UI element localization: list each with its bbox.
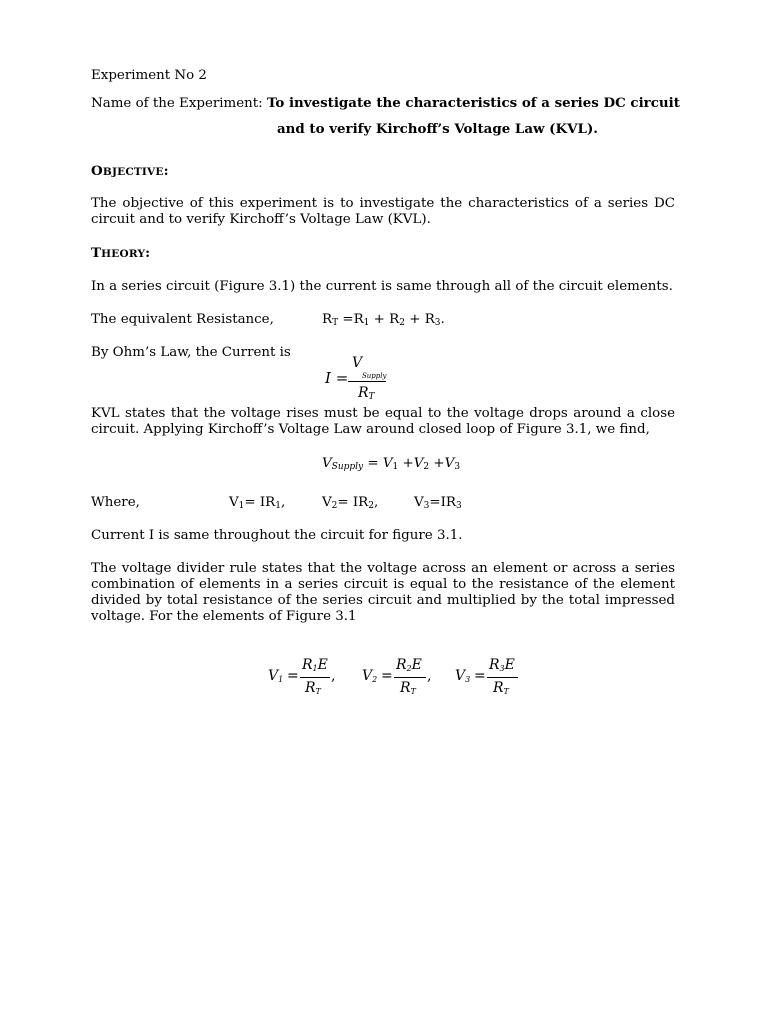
objective-heading: OBJECTIVE: <box>91 163 169 179</box>
experiment-name-label: Name of the Experiment: <box>91 96 267 111</box>
where-item-v2: $V_2= IR_2$, <box>322 495 379 511</box>
current-text: Current I is same throughout the circuit for figure 3.1. <box>91 528 463 543</box>
experiment-title-part1: To investigate the characteristics of a series DC circuit <box>266 95 680 111</box>
ohm-formula-denominator: $R_T$ <box>358 385 375 402</box>
objective-text: The objective of this experiment is to investigate the characteristics of a series DC circuit and to verify Kirchoff’s Voltage Law (KVL). <box>91 196 675 227</box>
ohms-law-label: By Ohm’s Law, the Current is <box>91 345 291 360</box>
series-circuit-text: In a series circuit (Figure 3.1) the current is same through all of the circuit elements. <box>91 279 673 294</box>
experiment-number: Experiment No 2 <box>91 68 207 83</box>
document-page: Experiment No 2 Name of the Experiment: To investigate the characteristics of a series DC circuit and to verify Kirchoff’s Voltage Law (KVL). OBJECTIVE: The objective of this experiment is to investigate the characteristics of a series DC circuit and to verify Kirchoff’s Voltage Law (KVL). THEORY: In a series circuit (Figure 3.1) the current is same through all of the circuit elements. The equivalent Resistance, $R_T =R_1 + R_2 + R_3$. By Ohm’s Law, the Current is I = V Supply $R_T$ KVL states that the voltage rises must be equal to the voltage drops around a close circuit. Applying Kirchoff’s Voltage Law around closed loop of Figure 3.1, we find, $V_{Supply} = V_1 +V_2 +V_3$ Where, $V_1= IR_1$, $V_2= IR_2$, $V_3=IR_3$ Current I is same throughout the circuit for figure 3.1. The voltage divider rule states that the voltage across an element or across a series combination of elements in a series circuit is equal to the resistance of the element divided by total resistance of the series circuit and multiplied by the total impressed voltage. For the elements of Figure 3.1 $V_1$ = $R_1E$ $R_T$ , $V_2$ = $R_2E$ $R_T$ , $V_3$ = $R_3E$ $R_T$ <box>91 68 680 696</box>
where-item-v3: $V_3=IR_3$ <box>414 495 462 511</box>
ohm-formula-numerator-sub: Supply <box>362 372 387 380</box>
equivalent-resistance-label: The equivalent Resistance, <box>91 312 274 327</box>
where-label: Where, <box>91 495 140 510</box>
equivalent-resistance-formula: $R_T =R_1 + R_2 + R_3$. <box>322 312 445 328</box>
ohm-formula-numerator: V <box>352 355 363 371</box>
kvl-formula: $V_{Supply} = V_1 +V_2 +V_3$ <box>322 456 461 472</box>
experiment-title-part2: and to verify Kirchoff’s Voltage Law (KVL). <box>277 121 598 137</box>
ohm-fraction-bar <box>348 381 386 382</box>
experiment-name-line1 <box>91 95 680 112</box>
kvl-text: KVL states that the voltage rises must be equal to the voltage drops around a close circuit. Applying Kirchoff’s Voltage Law around closed loop of Figure 3.1, we find, <box>91 406 675 437</box>
ohm-formula-lhs: I = <box>325 369 349 387</box>
voltage-divider-text: The voltage divider rule states that the voltage across an element or across a series combination of elements in a series circuit is equal to the resistance of the element divided by total resistance of the series circuit and multiplied by the total impressed voltage. For the elements of Figure 3.1 <box>91 561 675 624</box>
where-item-v1: $V_1= IR_1$, <box>229 495 286 511</box>
theory-heading: THEORY: <box>91 245 151 261</box>
